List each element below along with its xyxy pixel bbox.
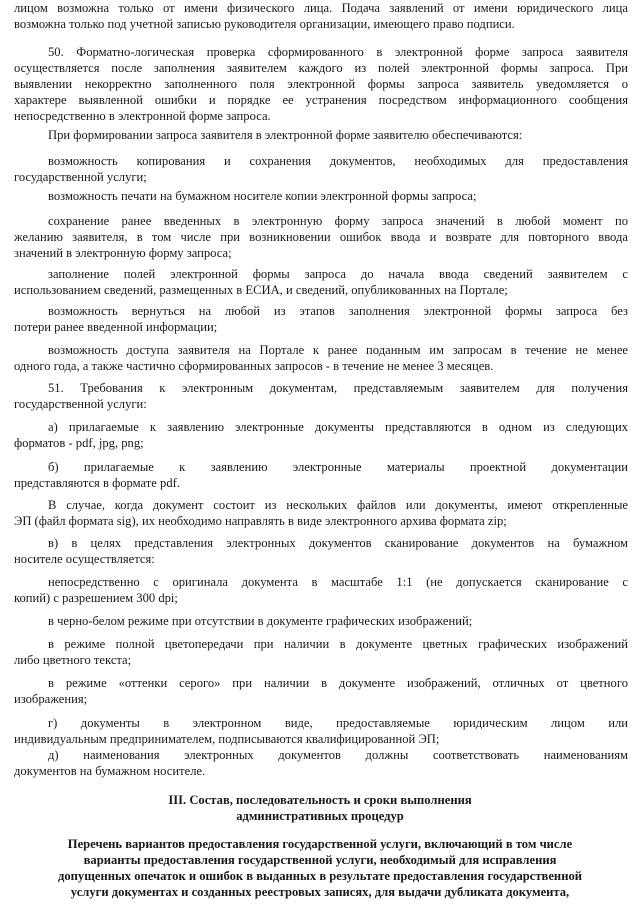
paragraph-original-line-1: непосредственно с оригинала документа в масштабе 1:1 (не допускается сканирование с [48,575,628,589]
paragraph-case-line-2: ЭП (файл формата sig), их необходимо направлять в виде электронного архива формата zip; [14,514,507,528]
paragraph-a-line-2: форматов - pdf, jpg, png; [14,436,144,450]
paragraph-intro-line-1: лицом возможна только от имени физического лица. Подача заявлений от имени юридического лица [14,1,628,15]
paragraph-copy-line-2: государственной услуги; [14,170,147,184]
paragraph-g-line-1: г) документы в электронном виде, предоставляемые юридическим лицом или [48,716,628,730]
paragraph-case-line-1: В случае, когда документ состоит из нескольких файлов или документы, имеют открепленные [48,498,628,512]
paragraph-fill-line-1: заполнение полей электронной формы запроса до начала ввода сведений заявителем с [48,267,628,281]
paragraph-50-line-1: 50. Форматно-логическая проверка сформированного в электронной форме запроса заявителя [48,45,628,59]
paragraph-color-line-2: либо цветного текста; [14,653,132,667]
paragraph-50-line-3: выявлении некорректно заполненного поля электронной формы запроса заявитель уведомляется о [14,77,628,91]
paragraph-access-line-1: возможность доступа заявителя на Портале к ранее поданным им запросам в течение не менее [48,343,628,357]
section-heading-line-1: III. Состав, последовательность и сроки выполнения [168,793,472,807]
paragraph-d-line-2: документов на бумажном носителе. [14,764,206,778]
subheading-line-3: допущенных опечаток и ошибок в выданных в результате предоставления государственной [58,869,582,883]
paragraph-g-line-2: индивидуальным предпринимателем, подписываются квалифицированной ЭП; [14,732,440,746]
paragraph-50-line-4: характере выявленной ошибки и порядке ее устранения посредством информационного сообщения [14,93,628,107]
paragraph-51-line-1: 51. Требования к электронным документам, представляемым заявителем для получения [48,381,628,395]
paragraph-a-line-1: а) прилагаемые к заявлению электронные документы представляются в одном из следующих [48,420,628,434]
section-heading-line-2: административных процедур [236,809,404,823]
paragraph-v-line-1: в) в целях представления электронных документов сканирование документов на бумажном [48,536,628,550]
subheading-line-4: услуги документах и созданных реестровых записях, для выдачи дубликата документа, [70,885,570,899]
paragraph-50-line-5: непосредственно в электронной форме запроса. [14,109,271,123]
paragraph-back-line-2: потери ранее введенной информации; [14,320,218,334]
paragraph-save-line-3: значений в электронную форму запроса; [14,246,232,260]
paragraph-d-line-1: д) наименования электронных документов должны соответствовать наименованиям [48,748,628,762]
paragraph-color-line-1: в режиме полной цветопередачи при наличии в документе цветных графических изображений [48,637,628,651]
paragraph-b-line-2: представляются в формате pdf. [14,476,180,490]
paragraph-51-line-2: государственной услуги: [14,397,147,411]
paragraph-access-line-2: одного года, а также частично сформированных запросов - в течение не менее 3 месяцев. [14,359,494,373]
paragraph-bw-line-1: в черно-белом режиме при отсутствии в документе графических изображений; [48,614,473,628]
paragraph-gray-line-1: в режиме «оттенки серого» при наличии в документе изображений, отличных от цветного [48,676,628,690]
paragraph-provide-line-1: При формировании запроса заявителя в электронной форме заявителю обеспечиваются: [48,128,523,142]
paragraph-back-line-1: возможность вернуться на любой из этапов заполнения электронной формы запроса без [48,304,628,318]
paragraph-50-line-2: осуществляется после заполнения заявителем каждого из полей электронной формы запроса. При [14,61,628,75]
paragraph-save-line-1: сохранение ранее введенных в электронную форму запроса значений в любой момент по [48,214,628,228]
paragraph-intro-line-2: возможна только под учетной записью руководителя организации, имеющего право подписи. [14,17,515,31]
paragraph-gray-line-2: изображения; [14,692,88,706]
paragraph-v-line-2: носителе осуществляется: [14,552,155,566]
subheading-line-1: Перечень вариантов предоставления государственной услуги, включающий в том числе [67,837,573,851]
paragraph-b-line-1: б) прилагаемые к заявлению электронные материалы проектной документации [48,460,628,474]
paragraph-original-line-2: копий) с разрешением 300 dpi; [14,591,178,605]
paragraph-save-line-2: желанию заявителя, в том числе при возникновении ошибок ввода и возврате для повторного ввода [14,230,628,244]
paragraph-print-line-1: возможность печати на бумажном носителе копии электронной формы запроса; [48,189,477,203]
subheading-line-2: варианты предоставления государственной услуги, необходимый для исправления [83,853,557,867]
paragraph-copy-line-1: возможность копирования и сохранения документов, необходимых для предоставления [48,154,628,168]
paragraph-fill-line-2: использованием сведений, размещенных в ЕСИА, и сведений, опубликованных на Портале; [14,283,508,297]
